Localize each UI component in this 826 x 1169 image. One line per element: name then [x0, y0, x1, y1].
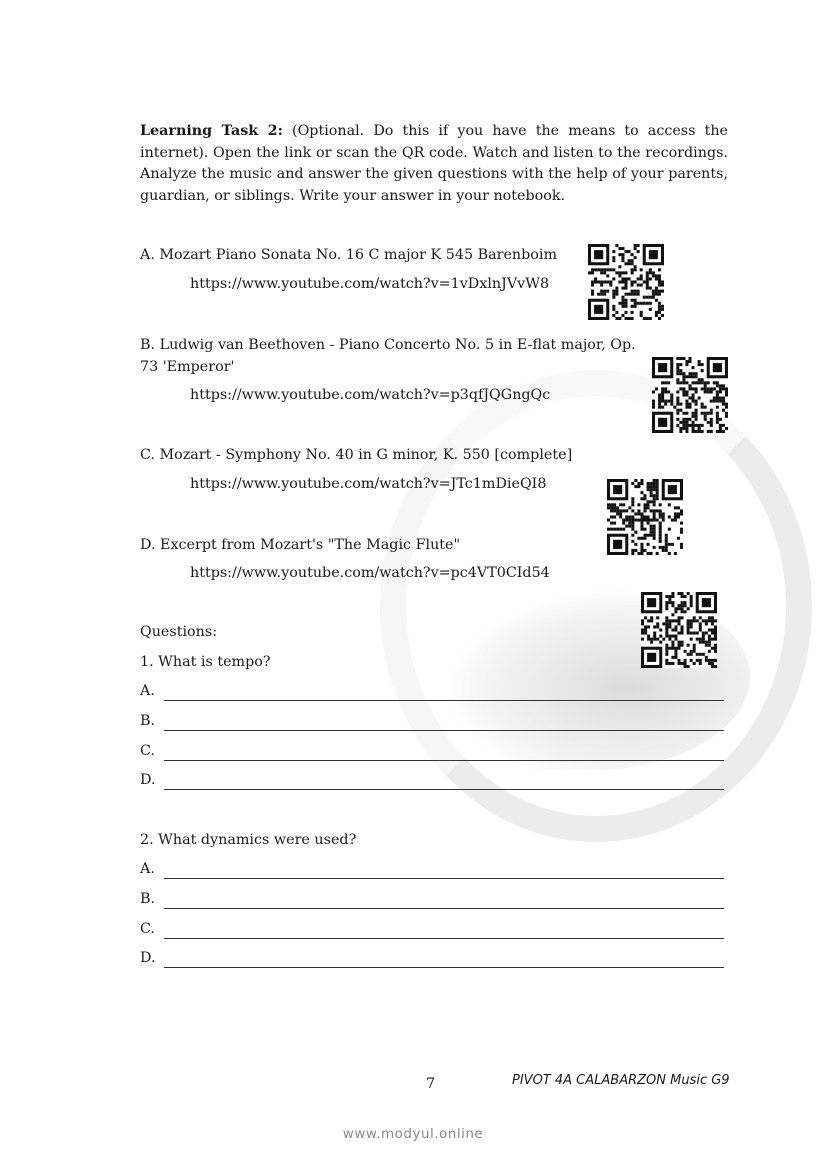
task-instructions: [140, 121, 728, 207]
qr-code-c[interactable]: [607, 479, 683, 555]
item-d-link[interactable]: https://www.youtube.com/watch?v=pc4VT0CId54: [190, 565, 550, 581]
answer-line[interactable]: [164, 908, 724, 909]
answer-1c: [140, 743, 724, 763]
answer-line[interactable]: [164, 938, 724, 939]
answer-letter: B.: [140, 713, 156, 729]
item-a-title: A. Mozart Piano Sonata No. 16 C major K 545 Barenboim: [140, 247, 558, 263]
item-b-link[interactable]: https://www.youtube.com/watch?v=p3qfJQGngQc: [190, 387, 551, 403]
question-2: 2. What dynamics were used?: [140, 832, 357, 848]
answer-2c: [140, 921, 724, 941]
answer-letter: A.: [140, 861, 155, 877]
task-text: (Optional. Do this if you have the means to access the internet). Open the link or scan the QR code. Watch and listen to the recordings. Analyze the music and answer the given questions with the help of your parents, guardian, or siblings. Write your answer in your notebook.: [140, 123, 728, 204]
footer-title: PIVOT 4A CALABARZON Music G9: [512, 1073, 730, 1088]
item-a-link[interactable]: https://www.youtube.com/watch?v=1vDxlnJVvW8: [190, 276, 550, 292]
answer-1d: [140, 772, 724, 792]
qr-code-b[interactable]: [652, 357, 728, 433]
answer-line[interactable]: [164, 878, 724, 879]
page-number: 7: [426, 1076, 436, 1092]
site-watermark: www.modyul.online: [342, 1126, 484, 1142]
answer-line[interactable]: [164, 760, 724, 761]
answer-letter: D.: [140, 950, 156, 966]
answer-line[interactable]: [164, 730, 724, 731]
answer-1b: [140, 713, 724, 733]
qr-code-d[interactable]: [641, 592, 717, 668]
answer-2d: [140, 950, 724, 970]
answer-letter: C.: [140, 743, 155, 759]
answer-line[interactable]: [164, 967, 724, 968]
answer-line[interactable]: [164, 789, 724, 790]
task-label: Learning Task 2:: [140, 123, 283, 139]
question-1: 1. What is tempo?: [140, 654, 271, 670]
answer-2b: [140, 891, 724, 911]
answer-letter: C.: [140, 921, 155, 937]
item-c-link[interactable]: https://www.youtube.com/watch?v=JTc1mDieQI8: [190, 476, 547, 492]
item-d-title: D. Excerpt from Mozart's "The Magic Flute": [140, 537, 461, 553]
item-b-title: B. Ludwig van Beethoven - Piano Concerto No. 5 in E-flat major, Op. 73 'Emperor': [140, 337, 636, 375]
answer-letter: A.: [140, 683, 155, 699]
answer-letter: D.: [140, 772, 156, 788]
questions-heading: Questions:: [140, 624, 218, 640]
item-c-title: C. Mozart - Symphony No. 40 in G minor, K. 550 [complete]: [140, 447, 573, 463]
qr-code-a[interactable]: [588, 244, 664, 320]
answer-line[interactable]: [164, 700, 724, 701]
answer-2a: [140, 861, 724, 881]
answer-letter: B.: [140, 891, 156, 907]
answer-1a: [140, 683, 724, 703]
